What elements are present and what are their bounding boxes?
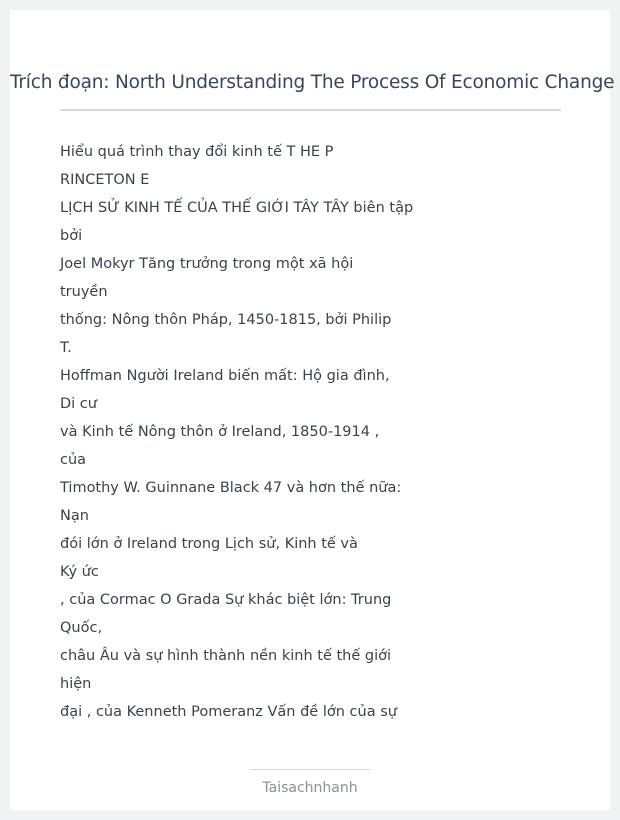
text-line: Ký ức	[60, 564, 99, 580]
text-line: Hoffman Người Ireland biến mất: Hộ gia đình,	[60, 368, 390, 384]
footer-site-name: Taisachnhanh	[262, 780, 358, 796]
text-line: Hiểu quá trình thay đổi kinh tế T HE P	[60, 144, 334, 160]
text-line: thống: Nông thôn Pháp, 1450-1815, bởi Philip	[60, 312, 392, 328]
footer-divider	[250, 769, 371, 770]
text-line: truyền	[60, 284, 108, 300]
text-line: Nạn	[60, 508, 89, 524]
title-divider	[60, 109, 561, 111]
text-line: Di cư	[60, 396, 97, 412]
document-body	[60, 138, 480, 726]
text-line: của	[60, 452, 87, 468]
text-line: RINCETON E	[60, 172, 150, 188]
text-line: T.	[60, 340, 72, 356]
text-line: Joel Mokyr Tăng trưởng trong một xã hội	[60, 256, 354, 272]
text-line: đói lớn ở Ireland trong Lịch sử, Kinh tế và	[60, 536, 358, 552]
document-page	[10, 10, 615, 810]
text-line: , của Cormac O Grada Sự khác biệt lớn: Trung	[60, 592, 392, 608]
text-line: Quốc,	[60, 620, 103, 636]
text-line: đại , của Kenneth Pomeranz Vấn đề lớn của sự	[60, 704, 397, 720]
text-line: bởi	[60, 228, 83, 244]
text-line: và Kinh tế Nông thôn ở Ireland, 1850-1914 ,	[60, 424, 380, 440]
text-line: Timothy W. Guinnane Black 47 và hơn thế nữa:	[60, 480, 402, 496]
text-line: hiện	[60, 676, 92, 692]
text-line: LỊCH SỬ KINH TẾ CỦA THẾ GIỚI TÂY TÂY biên tập	[60, 200, 414, 216]
text-line: châu Âu và sự hình thành nền kinh tế thế giới	[60, 648, 392, 664]
document-title: Trích đoạn: North Understanding The Process Of Economic Change	[10, 72, 615, 93]
